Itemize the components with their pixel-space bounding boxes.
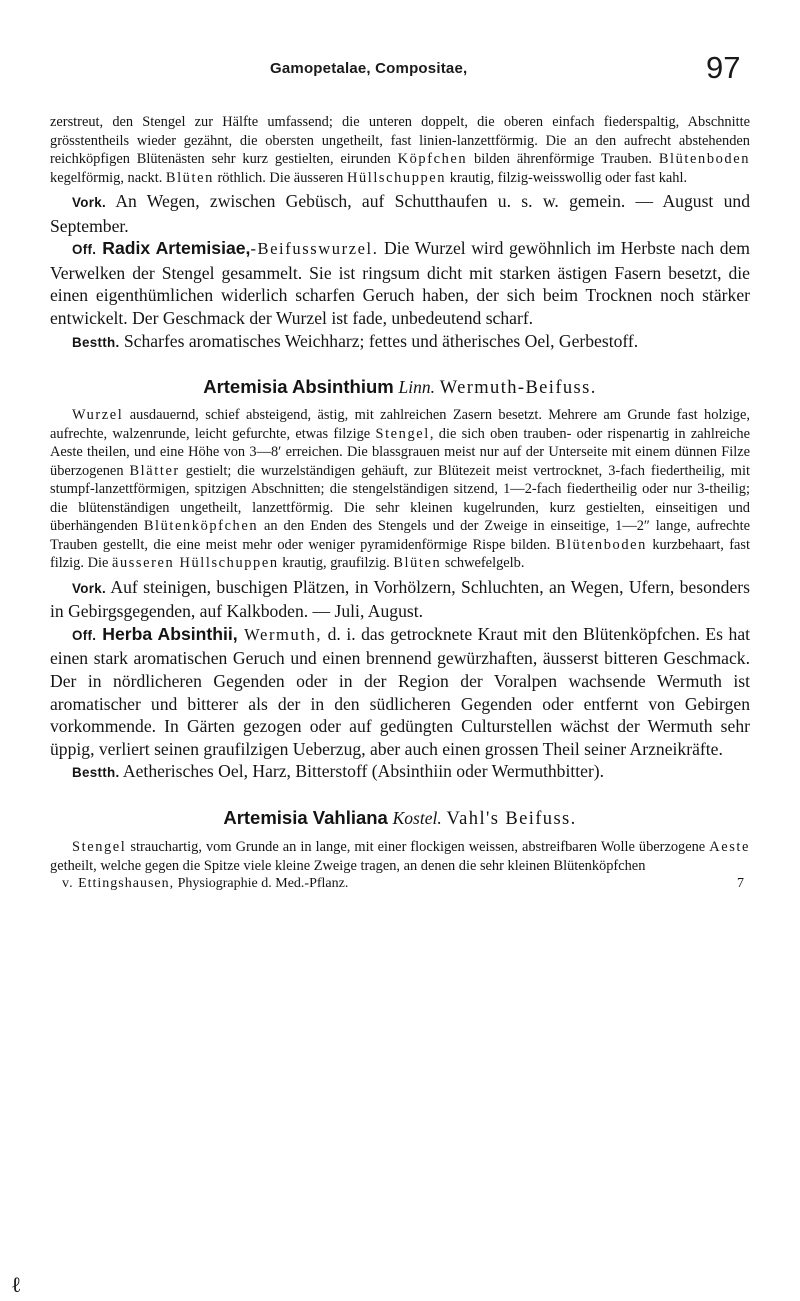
term: Blüten: [165, 169, 214, 186]
page-number: 97: [706, 50, 741, 85]
species-german-name: Vahl's Beifuss.: [446, 809, 577, 829]
german-drug-name: -Beifusswurzel.: [250, 239, 379, 259]
signature-mark: 7: [737, 876, 744, 891]
section-label-off: Off.: [72, 627, 97, 643]
text-run: krautig, filzig-weisswollig oder fast kahl.: [446, 169, 688, 186]
description-paragraph-3: [50, 838, 750, 875]
text-run: Die Wurzel wird gewöhnlich im Herbste nach dem Verwelken der Stengel gesammelt. Sie ist ringsum dicht mit starken ästigen Fasern besetzt, die einen eigenthümlichen widerlich scharfen Geruch haben, der sich beim Trocknen noch stärker entwickelt. Der Geschmack der Wurzel ist fade, unbedeutend scharf.: [50, 238, 750, 328]
term: Stengel: [72, 839, 127, 855]
description-paragraph-1: [50, 113, 750, 187]
text-run: gestielt; die wurzelständigen gehäuft, zur Blütezeit meist vertrocknet, 3-fach fiedertheilig, mit stumpf-lanzettförmigen, spitzigen Abschnitten; die stengelständigen sitzend, 1—2-fach fiedertheilig oder nur 3-theilig; die blütenständigen ungetheilt, lanzettförmig. Die sehr kleinen kugelrunden, kurz gestielten, einseitigen und überhängenden: [50, 462, 750, 535]
species-latin-name: Artemisia Vahliana: [223, 807, 388, 828]
page-footer: [50, 875, 750, 893]
text-run: An Wegen, zwischen Gebüsch, auf Schutthaufen u. s. w. gemein. — August und September.: [50, 191, 750, 236]
term: Blütenköpfchen: [143, 518, 259, 535]
section-label-off: Off.: [72, 242, 97, 258]
text-run: Scharfes aromatisches Weichharz; fettes und ätherisches Oel, Gerbestoff.: [119, 330, 639, 351]
text-run: bilden ährenförmige Trauben.: [467, 151, 659, 167]
text-run: zerstreut, den Stengel zur Hälfte umfassend; die unteren doppelt, die oberen einfach fiederspaltig, Abschnitte grösstentheils wieder gezähnt, die obersten ungetheilt, fast linien-lanzettförmig. Die an den aufrecht abstehenden reichköpfigen Blütenästen sehr kurz gestielten, eirunden: [50, 114, 750, 167]
footer-title: Physiographie d. Med.-Pflanz.: [174, 876, 349, 891]
drug-name: Herba Absinthii,: [96, 623, 238, 644]
running-head: Gamopetalae, Compositae,: [270, 60, 468, 77]
species-latin-name: Artemisia Absinthium: [203, 376, 394, 398]
text-run: kegelförmig, nackt.: [50, 169, 166, 186]
term: Blüten: [393, 555, 442, 572]
species-author: Kostel.: [392, 808, 442, 828]
text-run: getheilt, welche gegen die Spitze viele kleine Zweige tragen, an denen die sehr kleinen Blütenköpfchen: [50, 857, 646, 874]
term: Blütenboden: [658, 151, 750, 167]
footer-author: v. Ettingshausen,: [62, 876, 175, 891]
text-run: krautig, graufilzig.: [278, 555, 394, 572]
constituents-paragraph-1: [50, 330, 750, 355]
footer-credit: [62, 875, 348, 893]
term: äusseren Hüllschuppen: [111, 555, 279, 572]
text-run: schwefelgelb.: [441, 555, 525, 572]
text-run: strauchartig, vom Grunde an in lange, mit einer flockigen weissen, abstreifbaren Wolle überzogene: [126, 839, 710, 855]
text-run: Aetherisches Oel, Harz, Bitterstoff (Absinthiin oder Wermuthbitter).: [119, 761, 605, 782]
species-heading-1: [50, 374, 750, 401]
section-label-vork: Vork.: [72, 195, 106, 210]
margin-mark: ℓ: [12, 1272, 21, 1297]
term: Hüllschuppen: [346, 169, 447, 186]
term: Köpfchen: [397, 151, 468, 167]
occurrence-paragraph-1: [50, 190, 750, 237]
species-author: Linn.: [398, 377, 435, 398]
text-run: röthlich. Die äusseren: [213, 169, 347, 186]
species-german-name: Wermuth-Beifuss.: [439, 378, 597, 399]
species-heading-2: [50, 805, 750, 832]
page-body: [50, 113, 750, 893]
text-run: d. i. das getrocknete Kraut mit den Blütenköpfchen. Es hat einen stark aromatischen Geruch und einen brennend gewürzhaften, äusserst bitteren Geschmack. Der in nördlicheren Gegenden oder in der Region der Voralpen wachsende Wermuth ist aromatischer und bitterer als der in den südlicheren Gegenden oder entfernt von Gebirgen vorkommende. In Gärten gezogen oder auf gedüngten Culturstellen wächst der Wermuth sehr üppig, verliert seinen graufilzigen Ueberzug, aber auch einen grossen Theil seiner Arzneikräfte.: [50, 623, 751, 759]
section-label-bestth: Bestth.: [72, 765, 120, 781]
officinal-paragraph-1: [50, 237, 750, 329]
section-label-bestth: Bestth.: [72, 334, 120, 350]
description-paragraph-2: [50, 406, 750, 573]
constituents-paragraph-2: [50, 760, 750, 785]
german-drug-name: Wermuth,: [237, 624, 323, 644]
term: Blütenboden: [555, 536, 647, 553]
drug-name: Radix Artemisiae,: [96, 238, 251, 259]
term: Wurzel: [72, 407, 124, 424]
text-run: Auf steinigen, buschigen Plätzen, in Vorhölzern, Schluchten, an Wegen, Ufern, besonders in Gebirgsgegenden, auf Kalkboden. — Juli, August.: [50, 576, 750, 622]
page-header: [0, 50, 800, 96]
officinal-paragraph-2: [50, 623, 750, 761]
occurrence-paragraph-2: [50, 576, 750, 623]
text-run: ausdauernd, schief absteigend, ästig, mit zahlreichen Zasern besetzt. Mehrere am Grunde fast holzige, aufrechte, walzenrunde, leicht gefurchte, etwas filzige: [50, 407, 750, 442]
text-run: kurzbehaart, fast filzig. Die: [50, 536, 751, 572]
section-label-vork: Vork.: [72, 580, 106, 596]
term: Aeste: [709, 839, 750, 855]
term: Blätter: [129, 462, 180, 479]
term: Stengel: [375, 425, 430, 442]
text-run: an den Enden des Stengels und der Zweige in einseitige, 1—2″ lange, aufrechte Trauben gestellt, die eine meist mehr oder weniger pyramidenförmige Rispe bilden.: [50, 518, 750, 553]
text-run: , die sich oben trauben- oder rispenartig in zahlreiche Aeste theilen, und eine Höhe von 3—8′ erreichen. Die blassgrauen meist nur auf der Unterseite mit einem dünnen Filze überzogenen: [50, 425, 750, 479]
